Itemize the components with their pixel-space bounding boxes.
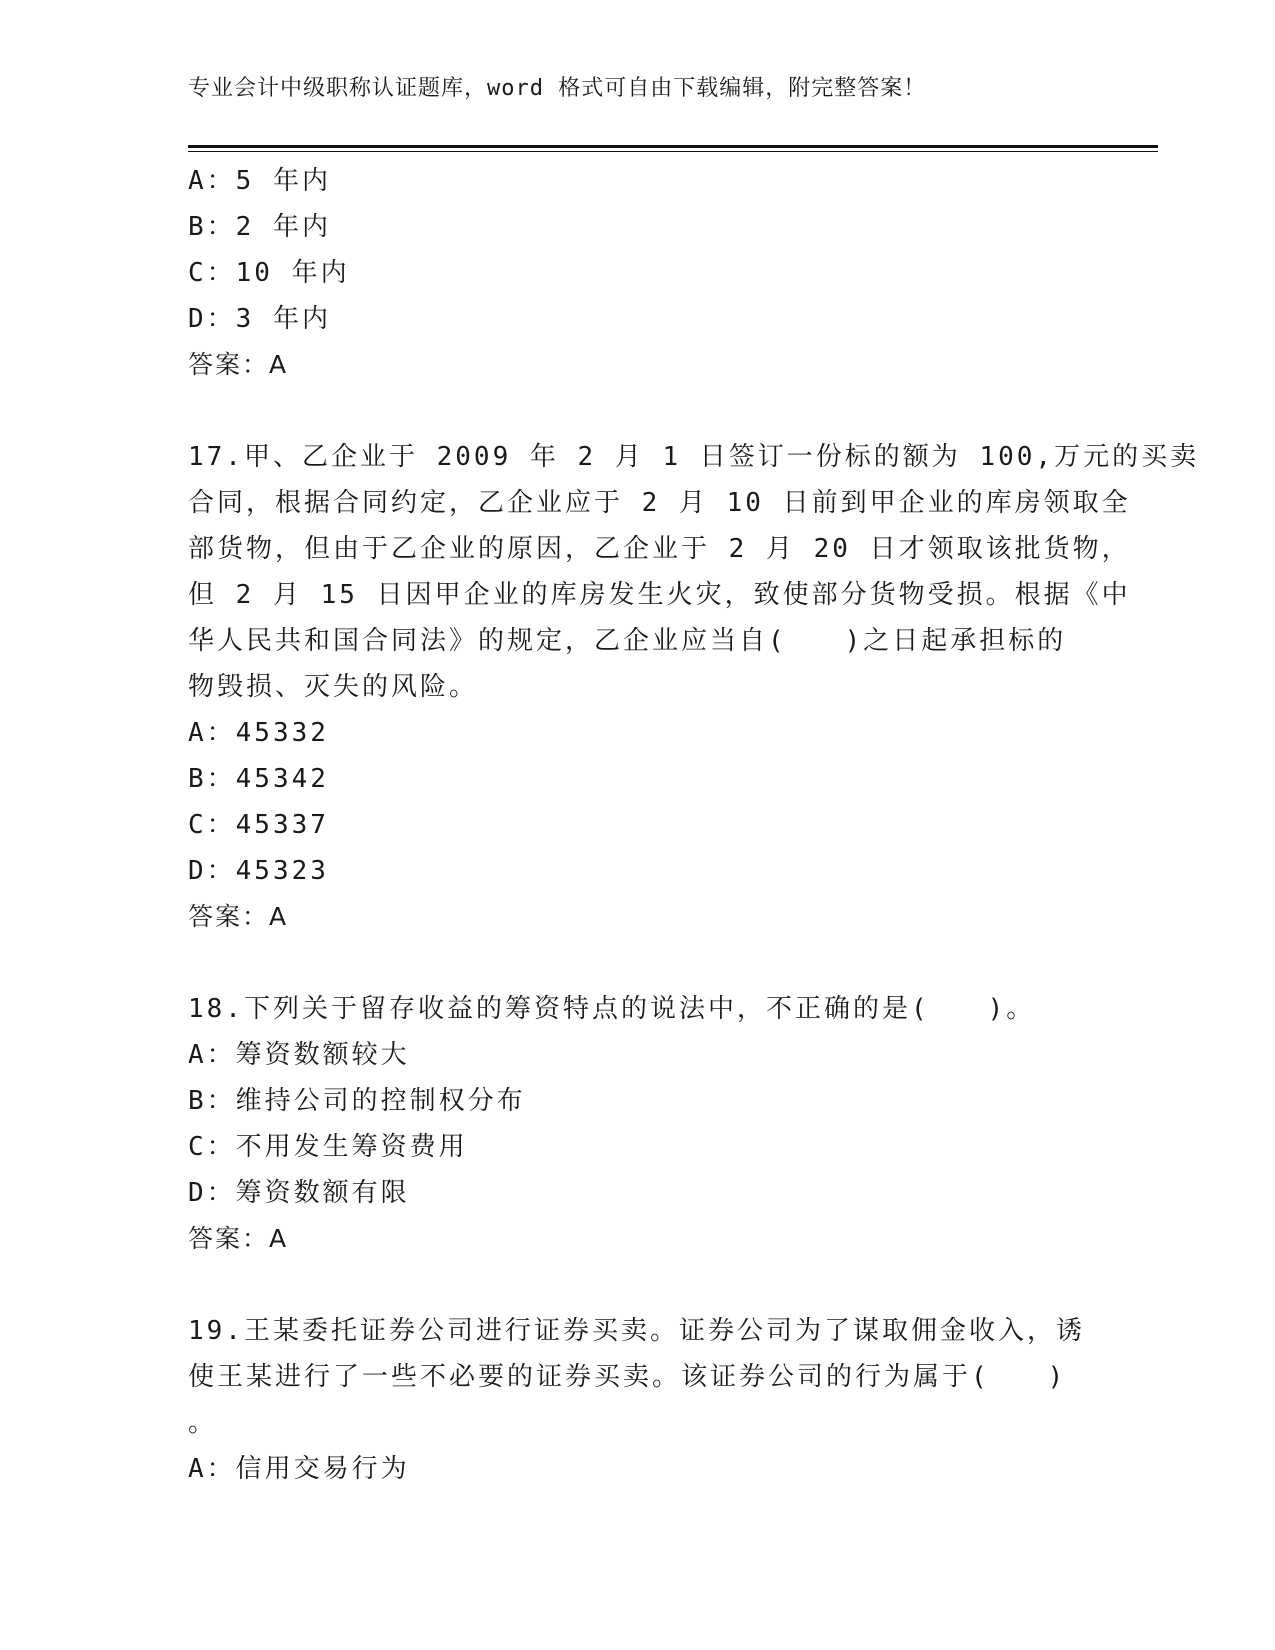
question-line: 华人民共和国合同法》的规定，乙企业应当自( )之日起承担标的: [188, 626, 1067, 656]
option-d: D：3 年内: [188, 304, 331, 334]
question-text: [188, 434, 1200, 710]
question-line: 18.下列关于留存收益的筹资特点的说法中，不正确的是( )。: [188, 994, 1036, 1024]
option-b: B：维持公司的控制权分布: [188, 1086, 526, 1116]
answer: 答案：A: [188, 350, 289, 379]
question-line: 17.甲、乙企业于 2009 年 2 月 1 日签订一份标的额为 100,万元的买卖: [188, 442, 1200, 472]
option-b: B：45342: [188, 764, 329, 794]
question-line: 部货物，但由于乙企业的原因，乙企业于 2 月 20 日才领取该批货物，: [188, 534, 1131, 564]
option-c: C：不用发生筹资费用: [188, 1132, 468, 1162]
question-line: 但 2 月 15 日因甲企业的库房发生火灾，致使部分货物受损。根据《中: [188, 580, 1131, 610]
question-line: 。: [188, 1408, 218, 1438]
option-c: C：45337: [188, 810, 329, 840]
header-divider-thin: [188, 151, 1158, 152]
question-19: [188, 1308, 1088, 1492]
answer: 答案：A: [188, 1224, 289, 1253]
question-line: 合同，根据合同约定，乙企业应于 2 月 10 日前到甲企业的库房领取全: [188, 488, 1131, 518]
option-b: B：2 年内: [188, 212, 331, 242]
question-text: [188, 1308, 1088, 1446]
question-line: 物毁损、灭失的风险。: [188, 672, 479, 702]
option-d: D：45323: [188, 856, 329, 886]
header-divider-thick: [188, 145, 1158, 148]
option-a: A：45332: [188, 718, 329, 748]
page-header: 专业会计中级职称认证题库，word 格式可自由下载编辑，附完整答案！: [188, 76, 927, 101]
option-d: D：筹资数额有限: [188, 1178, 410, 1208]
option-a: A：筹资数额较大: [188, 1040, 410, 1070]
option-a: A：信用交易行为: [188, 1454, 410, 1484]
answer: 答案：A: [188, 902, 289, 931]
question-18: [188, 986, 1088, 1262]
option-c: C：10 年内: [188, 258, 350, 288]
question-line: 使王某进行了一些不必要的证券买卖。该证券公司的行为属于( ): [188, 1362, 1067, 1392]
question-text: [188, 986, 1088, 1032]
question-17: [188, 434, 1200, 940]
question-line: 19.王某委托证券公司进行证券买卖。证券公司为了谋取佣金收入，诱: [188, 1316, 1085, 1346]
question-16: [188, 158, 1088, 388]
question-list: [188, 158, 1200, 1492]
option-a: A：5 年内: [188, 166, 331, 196]
